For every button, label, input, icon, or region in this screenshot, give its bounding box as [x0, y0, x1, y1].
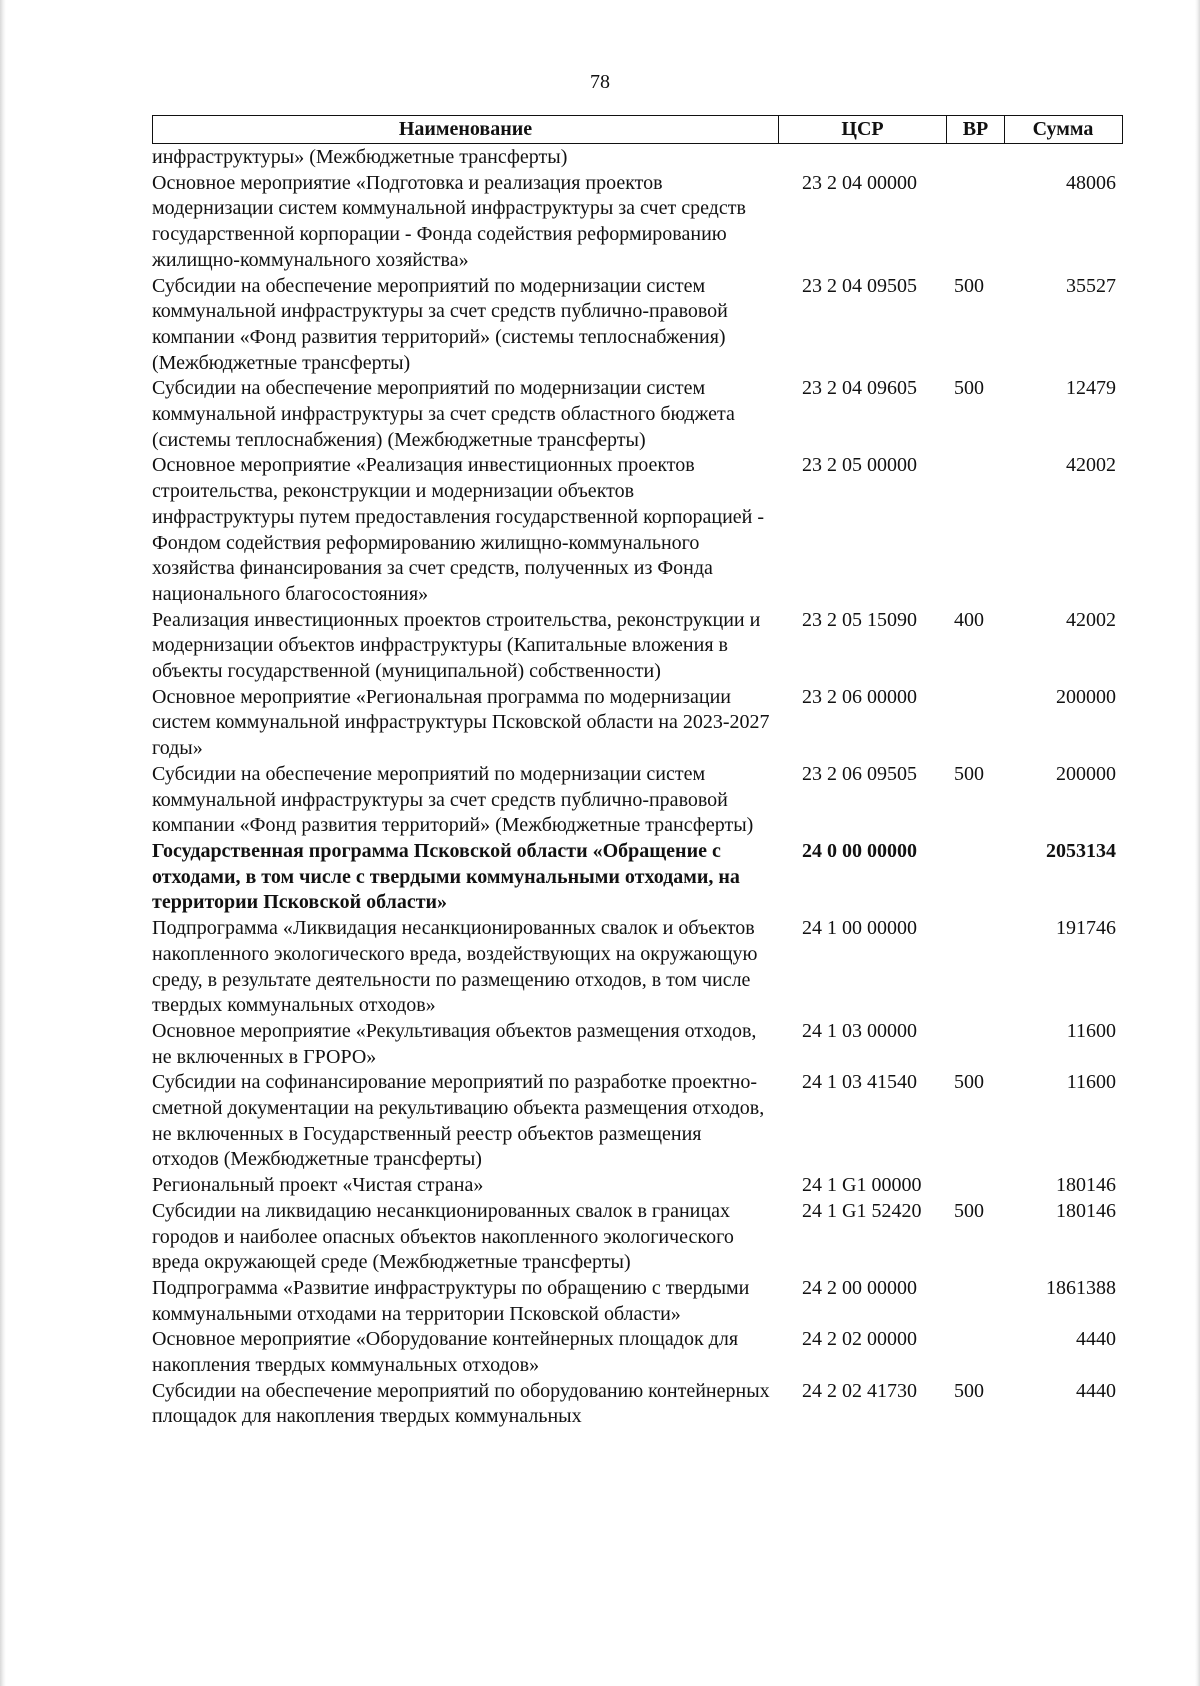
row-vr — [946, 145, 1004, 171]
table-row — [152, 453, 1123, 607]
row-vr: 400 — [954, 608, 984, 631]
table-row — [152, 376, 1123, 453]
row-name: Субсидии на ликвидацию несанкционированных свалок в границах городов и наиболее опасных объектов накопленного экологического вреда окружающей среде (Межбюджетные трансферты) — [152, 1199, 734, 1274]
row-sum: 48006 — [1066, 171, 1116, 194]
row-csr: 24 1 03 00000 — [802, 1019, 917, 1042]
row-sum: 180146 — [1056, 1174, 1116, 1197]
row-vr: 500 — [954, 1379, 984, 1402]
row-vr — [946, 1173, 1004, 1199]
row-sum: 11600 — [1066, 1019, 1116, 1042]
row-vr: 500 — [954, 1199, 984, 1222]
scan-edge-right — [1195, 0, 1200, 1686]
row-name: Субсидии на обеспечение мероприятий по модернизации систем коммунальной инфраструктуры за счет средств публично-правовой компании «Фонд развития территорий» (системы теплоснабжения) (Межбюджетные трансферты) — [152, 274, 728, 374]
table-row — [152, 1019, 1123, 1070]
row-vr — [946, 453, 1004, 607]
table-row — [152, 1276, 1123, 1327]
row-csr: 23 2 04 09505 — [802, 274, 917, 297]
table-row — [152, 1327, 1123, 1378]
table-header — [152, 115, 1123, 144]
row-name: Региональный проект «Чистая страна» — [152, 1174, 484, 1197]
row-csr: 23 2 05 15090 — [802, 608, 917, 631]
table-row — [152, 171, 1123, 274]
table-row — [152, 1379, 1123, 1430]
row-vr — [946, 685, 1004, 762]
row-vr: 500 — [954, 377, 984, 400]
header-sum: Сумма — [1032, 118, 1094, 140]
row-name: Государственная программа Псковской области «Обращение с отходами, в том числе с твердыми коммунальными отходами, на территории Псковской области» — [152, 839, 740, 914]
row-csr: 24 2 02 41730 — [802, 1379, 917, 1402]
row-csr: 24 0 00 00000 — [802, 839, 917, 862]
table-row — [152, 1173, 1123, 1199]
row-vr — [946, 1327, 1004, 1378]
table-row — [152, 608, 1123, 685]
row-sum: 42002 — [1066, 608, 1116, 631]
row-vr — [946, 1276, 1004, 1327]
table-row — [152, 762, 1123, 839]
row-name: Подпрограмма «Развитие инфраструктуры по обращению с твердыми коммунальными отходами на территории Псковской области» — [152, 1276, 750, 1325]
row-sum: 4440 — [1076, 1379, 1116, 1402]
row-name: Основное мероприятие «Реализация инвестиционных проектов строительства, реконструкции и модернизации объектов инфраструктуры путем предоставления государственной корпорацией - Фондом содействия реформированию жилищно-коммунального хозяйства финансирования за счет средств, полученных из Фонда национального благосостояния» — [152, 454, 765, 605]
row-csr: 23 2 04 09605 — [802, 377, 917, 400]
table-row — [152, 1199, 1123, 1276]
row-name: Субсидии на обеспечение мероприятий по модернизации систем коммунальной инфраструктуры за счет средств публично-правовой компании «Фонд развития территорий» (Межбюджетные трансферты) — [152, 762, 754, 837]
row-vr — [946, 916, 1004, 1019]
row-sum: 180146 — [1056, 1199, 1116, 1222]
row-sum: 11600 — [1066, 1071, 1116, 1094]
row-sum: 191746 — [1056, 917, 1116, 940]
row-sum — [1004, 145, 1116, 171]
row-vr — [946, 839, 1004, 916]
row-name: Субсидии на обеспечение мероприятий по модернизации систем коммунальной инфраструктуры за счет средств областного бюджета (системы теплоснабжения) (Межбюджетные трансферты) — [152, 377, 735, 451]
row-csr: 23 2 05 00000 — [802, 454, 917, 477]
row-name: Основное мероприятие «Региональная программа по модернизации систем коммунальной инфраструктуры Псковской области на 2023-2027 годы» — [152, 685, 770, 760]
row-sum: 1861388 — [1046, 1276, 1116, 1299]
row-vr: 500 — [954, 1071, 984, 1094]
row-sum: 42002 — [1066, 454, 1116, 477]
row-sum: 200000 — [1056, 762, 1116, 785]
header-csr: ЦСР — [779, 116, 947, 143]
page-number: 78 — [590, 71, 610, 93]
row-name: Основное мероприятие «Рекультивация объектов размещения отходов, не включенных в ГРОРО» — [152, 1019, 757, 1068]
row-sum: 4440 — [1076, 1328, 1116, 1351]
table-row — [152, 685, 1123, 762]
row-csr: 23 2 06 09505 — [802, 762, 917, 785]
row-csr: 24 2 00 00000 — [802, 1276, 917, 1299]
row-csr: 24 1 00 00000 — [802, 917, 917, 940]
table-row — [152, 145, 1123, 171]
row-sum: 35527 — [1066, 274, 1116, 297]
header-name: Наименование — [153, 116, 779, 143]
table-row-program — [152, 839, 1123, 916]
row-name: Подпрограмма «Ликвидация несанкционированных свалок и объектов накопленного экологического вреда, воздействующих на окружающую среду, в результате деятельности по размещению отходов, в том числе твердых коммунальных отходов» — [152, 917, 758, 1017]
row-name: инфраструктуры» (Межбюджетные трансферты) — [152, 146, 568, 168]
row-name: Субсидии на обеспечение мероприятий по оборудованию контейнерных площадок для накопления твердых коммунальных — [152, 1379, 770, 1428]
row-csr — [778, 145, 946, 171]
row-csr: 24 1 G1 00000 — [802, 1174, 922, 1197]
row-csr: 23 2 06 00000 — [802, 685, 917, 708]
row-name: Основное мероприятие «Подготовка и реализация проектов модернизации систем коммунальной инфраструктуры за счет средств государственной корпорации - Фонда содействия реформированию жилищно-коммунального хозяйства» — [152, 171, 746, 271]
row-sum: 12479 — [1066, 377, 1116, 400]
row-csr: 24 1 03 41540 — [802, 1071, 917, 1094]
row-sum: 200000 — [1056, 685, 1116, 708]
table-body — [152, 145, 1123, 1430]
row-name: Основное мероприятие «Оборудование контейнерных площадок для накопления твердых коммунальных отходов» — [152, 1328, 739, 1377]
scan-edge-left — [0, 0, 6, 1686]
row-csr: 24 2 02 00000 — [802, 1328, 917, 1351]
table-row — [152, 916, 1123, 1019]
row-sum: 2053134 — [1046, 839, 1116, 862]
row-vr: 500 — [954, 762, 984, 785]
table-row — [152, 274, 1123, 377]
row-csr: 24 1 G1 52420 — [802, 1199, 922, 1222]
row-vr — [946, 1019, 1004, 1070]
row-vr — [946, 171, 1004, 274]
row-csr: 23 2 04 00000 — [802, 171, 917, 194]
row-name: Реализация инвестиционных проектов строительства, реконструкции и модернизации объектов инфраструктуры (Капитальные вложения в объекты государственной (муниципальной) собственности) — [152, 608, 761, 683]
header-vr: ВР — [947, 116, 1005, 143]
row-name: Субсидии на софинансирование мероприятий по разработке проектно-сметной документации на рекультивацию объекта размещения отходов, не включенных в Государственный реестр объектов размещения отходов (Межбюджетные трансферты) — [152, 1071, 765, 1171]
row-vr: 500 — [954, 274, 984, 297]
table-row — [152, 1070, 1123, 1173]
